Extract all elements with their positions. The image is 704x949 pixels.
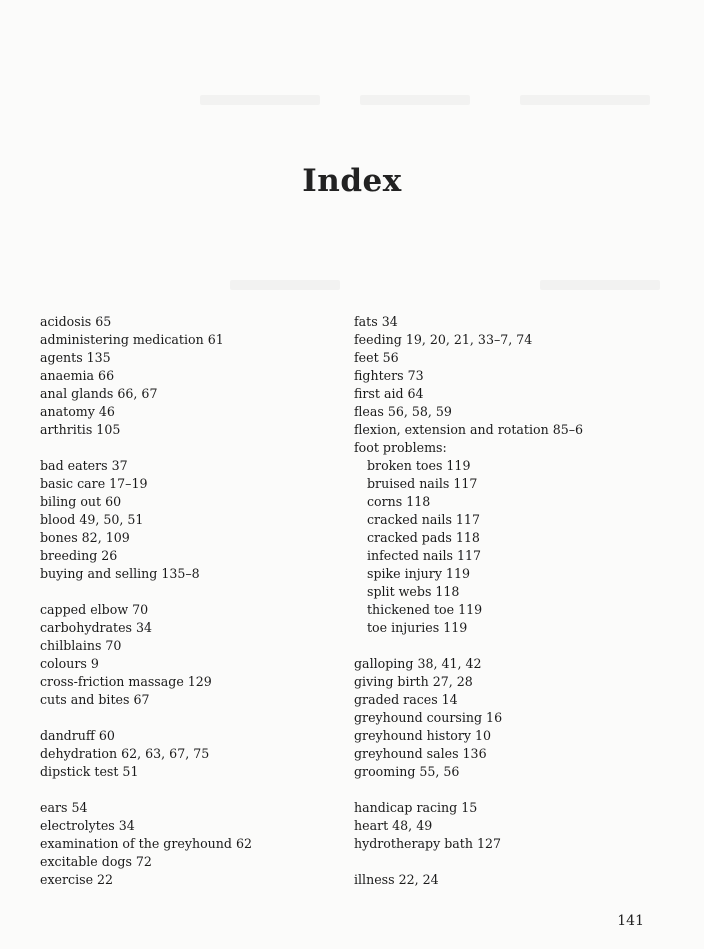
index-entry: greyhound sales 136: [354, 746, 487, 761]
bleed-through-block: [200, 95, 320, 105]
index-subentry: split webs 118: [367, 584, 460, 599]
index-subentry: cracked pads 118: [367, 530, 480, 545]
index-entry: fleas 56, 58, 59: [354, 404, 452, 419]
index-subentry: broken toes 119: [367, 458, 471, 473]
index-entry: administering medication 61: [40, 332, 224, 347]
index-letter-gap: [40, 709, 340, 727]
index-entry: galloping 38, 41, 42: [354, 656, 482, 671]
index-entry: fighters 73: [354, 368, 424, 383]
index-entry: basic care 17–19: [40, 476, 148, 491]
index-letter-gap: [354, 781, 684, 799]
index-entry: heart 48, 49: [354, 818, 433, 833]
index-entry: biling out 60: [40, 494, 122, 509]
index-entry: chilblains 70: [40, 638, 122, 653]
index-entry: anal glands 66, 67: [40, 386, 158, 401]
index-subentry: cracked nails 117: [367, 512, 480, 527]
index-entry: acidosis 65: [40, 314, 112, 329]
bleed-through-block: [230, 280, 340, 290]
index-entry: hydrotherapy bath 127: [354, 836, 502, 851]
index-entry: illness 22, 24: [354, 872, 439, 887]
bleed-through-block: [540, 280, 660, 290]
index-letter-gap: [40, 583, 340, 601]
index-subentry: thickened toe 119: [367, 602, 483, 617]
index-entry: cross-friction massage 129: [40, 674, 212, 689]
index-entry: fats 34: [354, 314, 398, 329]
index-entry: flexion, extension and rotation 85–6: [354, 422, 584, 437]
index-letter-gap: [354, 637, 684, 655]
index-entry: excitable dogs 72: [40, 854, 152, 869]
index-entry: breeding 26: [40, 548, 118, 563]
index-entry: greyhound history 10: [354, 728, 492, 743]
index-entry: electrolytes 34: [40, 818, 135, 833]
index-entry: cuts and bites 67: [40, 692, 150, 707]
index-entry: examination of the greyhound 62: [40, 836, 252, 851]
page-title: Index: [302, 163, 402, 199]
index-entry: foot problems:: [354, 440, 447, 455]
index-column-left: [40, 313, 340, 889]
index-subentry: infected nails 117: [367, 548, 482, 563]
bleed-through-block: [520, 95, 650, 105]
index-entry: capped elbow 70: [40, 602, 149, 617]
index-entry: dandruff 60: [40, 728, 115, 743]
index-letter-gap: [40, 439, 340, 457]
index-subentry: corns 118: [367, 494, 431, 509]
index-entry: dehydration 62, 63, 67, 75: [40, 746, 210, 761]
index-entry: handicap racing 15: [354, 800, 478, 815]
index-entry: bones 82, 109: [40, 530, 130, 545]
index-entry: carbohydrates 34: [40, 620, 153, 635]
index-letter-gap: [354, 853, 684, 871]
page-number: 141: [617, 913, 644, 929]
index-entry: ears 54: [40, 800, 88, 815]
index-entry: buying and selling 135–8: [40, 566, 200, 581]
index-entry: dipstick test 51: [40, 764, 139, 779]
index-entry: blood 49, 50, 51: [40, 512, 144, 527]
index-subentry: spike injury 119: [367, 566, 470, 581]
index-letter-gap: [40, 781, 340, 799]
index-entry: first aid 64: [354, 386, 424, 401]
index-column-right: [354, 313, 684, 889]
index-subentry: bruised nails 117: [367, 476, 478, 491]
index-entry: bad eaters 37: [40, 458, 128, 473]
index-entry: feet 56: [354, 350, 399, 365]
index-entry: arthritis 105: [40, 422, 121, 437]
index-entry: anatomy 46: [40, 404, 115, 419]
index-subentry: toe injuries 119: [367, 620, 468, 635]
index-entry: giving birth 27, 28: [354, 674, 473, 689]
index-entry: feeding 19, 20, 21, 33–7, 74: [354, 332, 533, 347]
index-entry: exercise 22: [40, 872, 114, 887]
bleed-through-block: [360, 95, 470, 105]
index-entry: agents 135: [40, 350, 111, 365]
index-entry: greyhound coursing 16: [354, 710, 503, 725]
index-entry: graded races 14: [354, 692, 458, 707]
index-entry: grooming 55, 56: [354, 764, 460, 779]
index-entry: colours 9: [40, 656, 99, 671]
index-entry: anaemia 66: [40, 368, 115, 383]
